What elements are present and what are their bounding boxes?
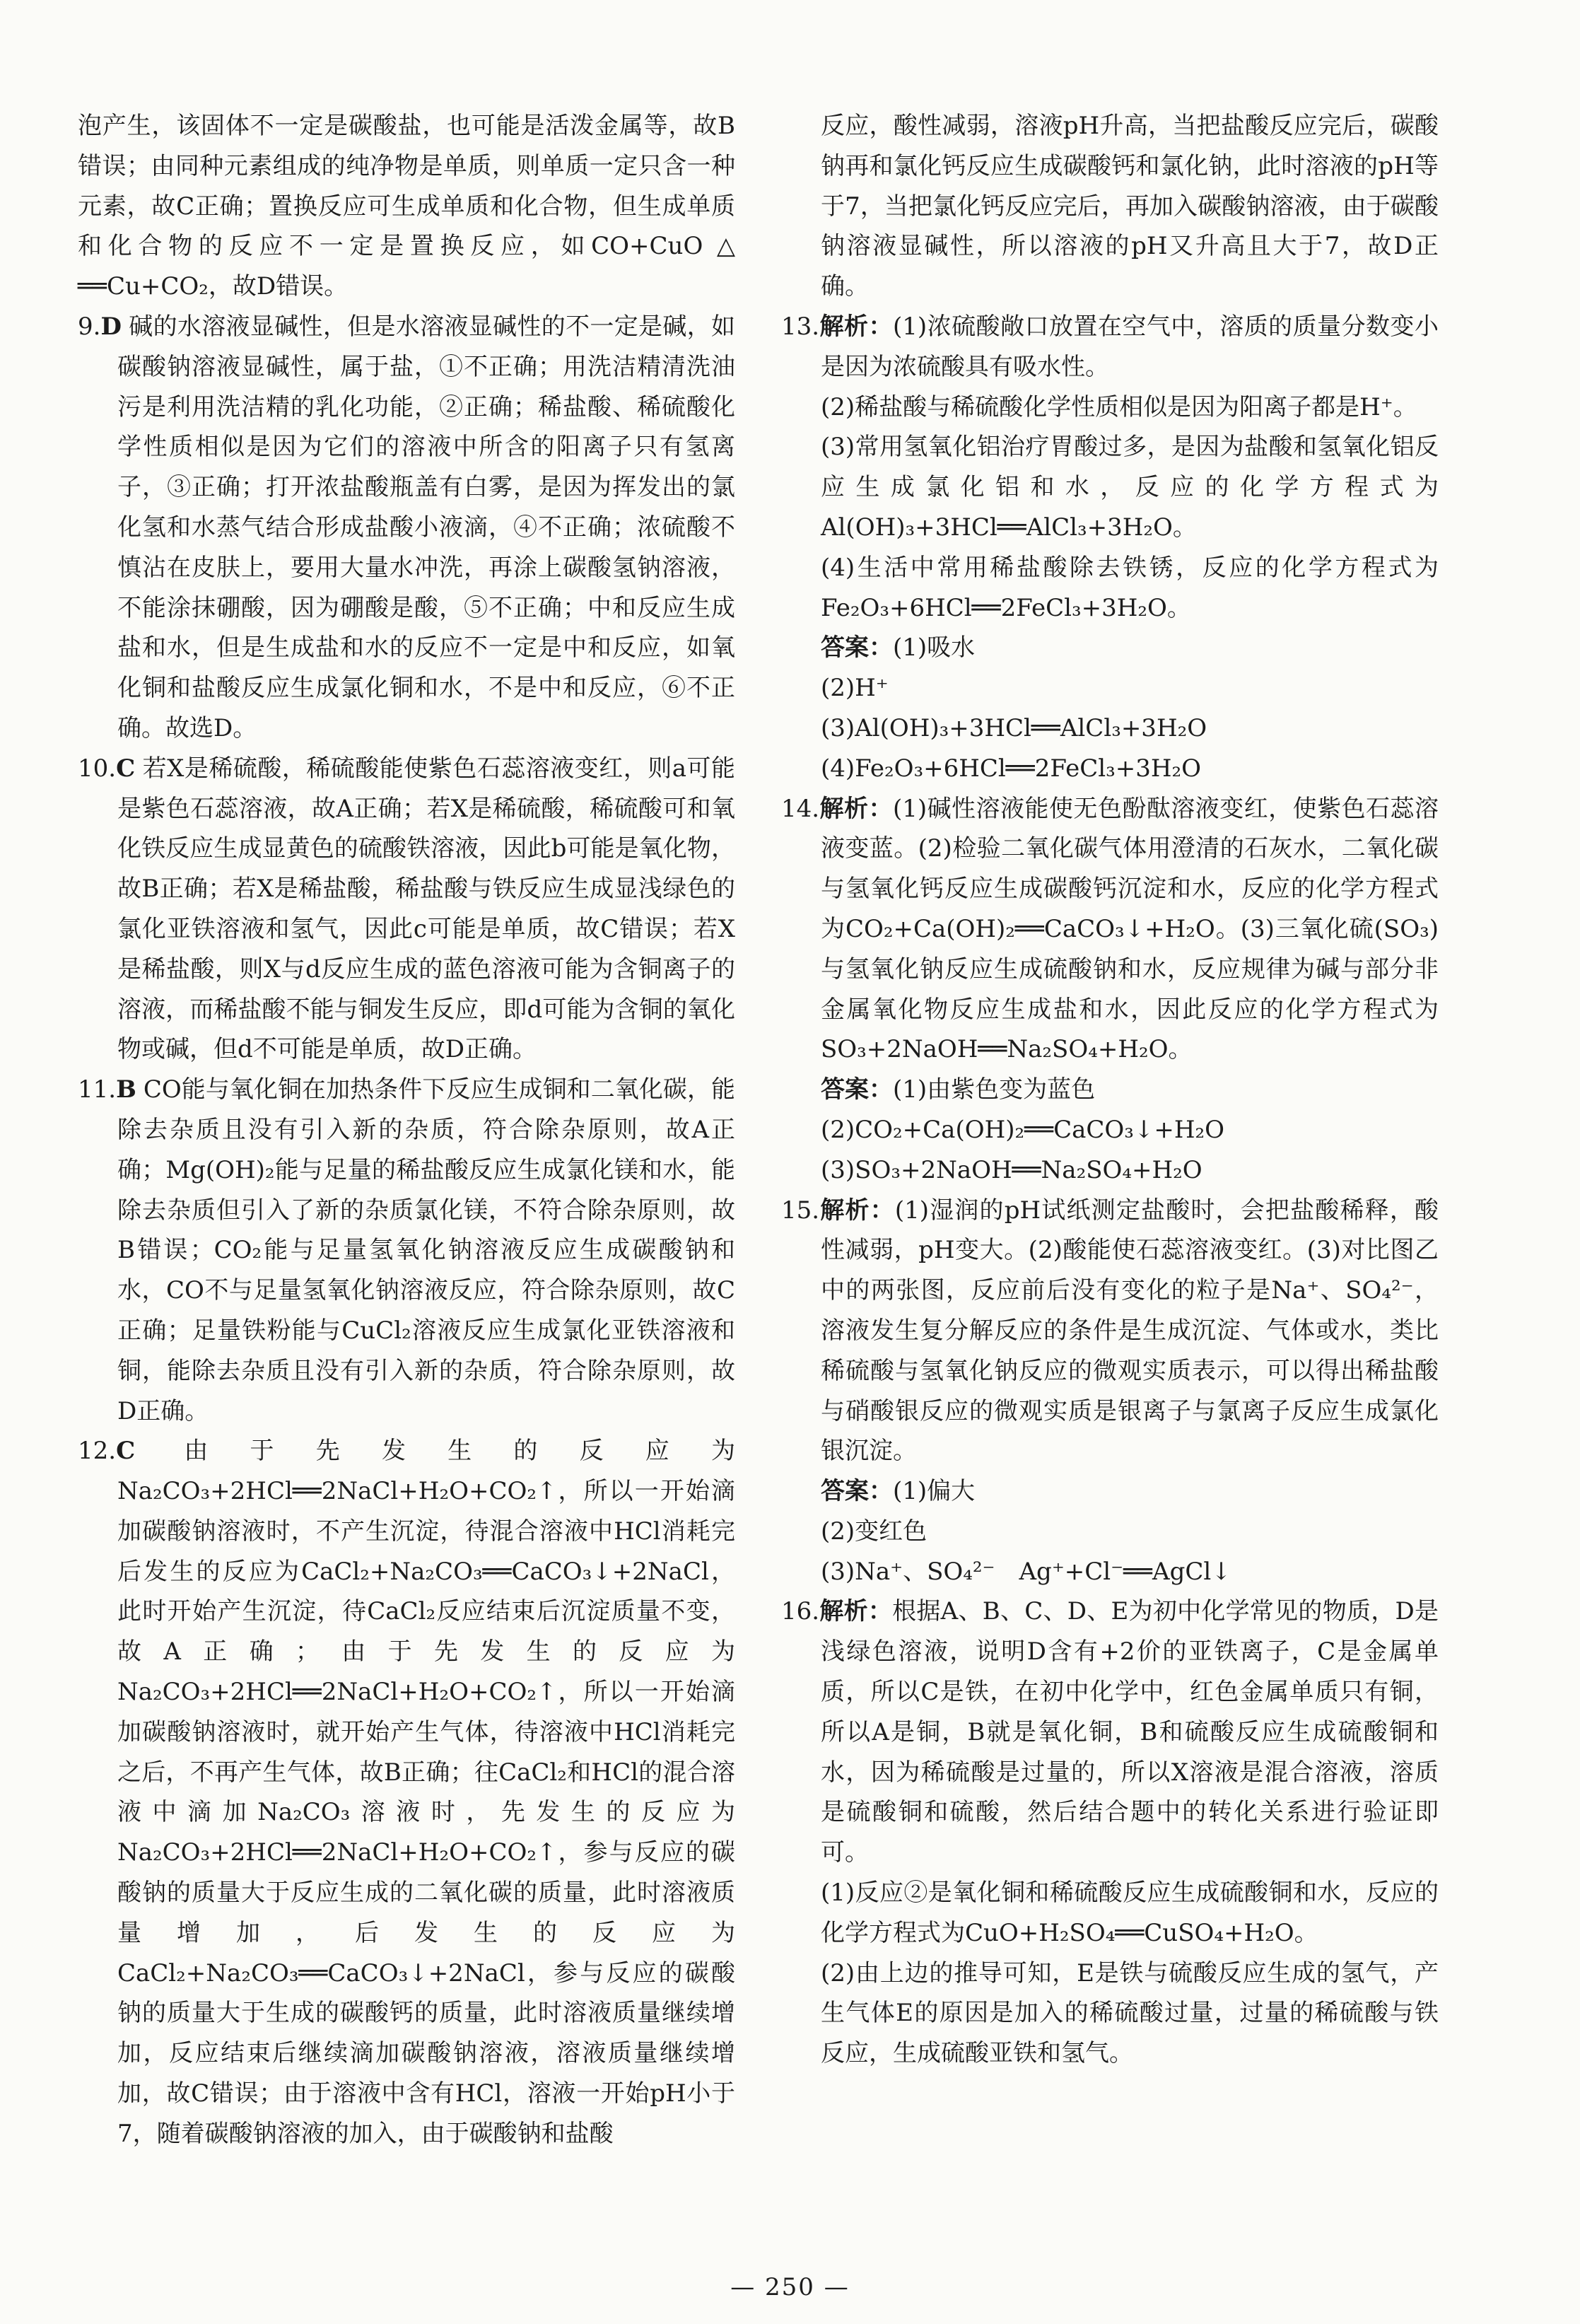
paragraph-text: 反应，酸性减弱，溶液pH升高，当把盐酸反应完后，碳酸钠再和氯化钙反应生成碳酸钙和氯化钠，此时溶液的pH等于7，当把氯化钙反应完后，再加入碳酸钠溶液，由于碳酸钠溶液显碱性，所以溶液的pH又升高且大于7，故D正确。	[821, 112, 1439, 301]
left-column	[78, 106, 735, 2154]
paragraph-text: 泡产生，该固体不一定是碳酸盐，也可能是活泼金属等，故B错误；由同种元素组成的纯净物是单质，则单质一定只含一种元素，故C正确；置换反应可生成单质和化合物，但生成单质和化合物的反应不一定是置换反应，如CO+CuO △ ══Cu+CO₂，故D错误。	[78, 112, 735, 301]
section-label: 答案：	[821, 1075, 893, 1104]
answer-paragraph	[781, 1070, 1439, 1110]
answer-paragraph	[781, 1552, 1439, 1592]
paragraph-text: (2)CO₂+Ca(OH)₂══CaCO₃↓+H₂O	[821, 1115, 1225, 1144]
answer-choice: C	[116, 1437, 136, 1466]
question-number: 14.	[781, 794, 820, 823]
paragraph-text: (1)浓硫酸敞口放置在空气中，溶质的质量分数变小是因为浓硫酸具有吸水性。	[821, 312, 1439, 381]
question-number: 12.	[78, 1437, 117, 1466]
paragraph-text: (2)稀盐酸与稀硫酸化学性质相似是因为阳离子都是H⁺。	[821, 392, 1417, 421]
question-number: 13.	[781, 312, 820, 341]
paragraph-text: CO能与氧化铜在加热条件下反应生成铜和二氧化碳，能除去杂质且没有引入新的杂质，符合除杂原则，故A正确；Mg(OH)₂能与足量的稀盐酸反应生成氯化镁和水，能除去杂质但引入了新的杂质氯化镁，不符合除杂原则，故B错误；CO₂能与足量氢氧化钠溶液反应生成碳酸钠和水，CO不与足量氢氧化钠溶液反应，符合除杂原则，故C正确；足量铁粉能与CuCl₂溶液反应生成氯化亚铁溶液和铜，能除去杂质且没有引入新的杂质，符合除杂原则，故D正确。	[117, 1075, 735, 1425]
answer-item	[78, 749, 735, 1070]
paragraph-text: (1)由紫色变为蓝色	[893, 1075, 1096, 1104]
paragraph-text: (3)Al(OH)₃+3HCl══AlCl₃+3H₂O	[821, 713, 1207, 742]
paragraph-text: 碱的水溶液显碱性，但是水溶液显碱性的不一定是碱，如碳酸钠溶液显碱性，属于盐，①不正确；用洗洁精清洗油污是利用洗洁精的乳化功能，②正确；稀盐酸、稀硫酸化学性质相似是因为它们的溶液中所含的阳离子只有氢离子，③正确；打开浓盐酸瓶盖有白雾，是因为挥发出的氯化氢和水蒸气结合形成盐酸小液滴，④不正确；浓硫酸不慎沾在皮肤上，要用大量水冲洗，再涂上碳酸氢钠溶液，不能涂抹硼酸，因为硼酸是酸，⑤不正确；中和反应生成盐和水，但是生成盐和水的反应不一定是中和反应，如氧化铜和盐酸反应生成氯化铜和水，不是中和反应，⑥不正确。故选D。	[117, 312, 735, 742]
answer-paragraph	[781, 1954, 1439, 2074]
paragraph-text: (3)Na⁺、SO₄²⁻ Ag⁺+Cl⁻══AgCl↓	[821, 1557, 1231, 1586]
section-label: 解析：	[819, 1196, 895, 1225]
question-number: 16.	[781, 1597, 820, 1626]
answer-item	[78, 1070, 735, 1431]
answer-paragraph	[781, 1873, 1439, 1954]
paragraph-text: (2)变红色	[821, 1517, 927, 1546]
answer-paragraph	[781, 1471, 1439, 1512]
section-label: 解析：	[819, 794, 893, 823]
paragraph-text: (1)碱性溶液能使无色酚酞溶液变红，使紫色石蕊溶液变蓝。(2)检验二氧化碳气体用澄清的石灰水，二氧化碳与氢氧化钙反应生成碳酸钙沉淀和水，反应的化学方程式为CO₂+Ca(OH)₂══CaCO₃↓+H₂O。(3)三氧化硫(SO₃)与氢氧化钠反应生成硫酸钠和水，反应规律为碱与部分非金属氧化物反应生成盐和水，因此反应的化学方程式为SO₃+2NaOH══Na₂SO₄+H₂O。	[821, 794, 1439, 1064]
answer-item	[78, 307, 735, 749]
paragraph-text: 由于先发生的反应为Na₂CO₃+2HCl══2NaCl+H₂O+CO₂↑，所以一开始滴加碳酸钠溶液时，不产生沉淀，待混合溶液中HCl消耗完后发生的反应为CaCl₂+Na₂CO₃══CaCO₃↓+2NaCl，此时开始产生沉淀，待CaCl₂反应结束后沉淀质量不变，故A正确；由于先发生的反应为Na₂CO₃+2HCl══2NaCl+H₂O+CO₂↑，所以一开始滴加碳酸钠溶液时，就开始产生气体，待溶液中HCl消耗完之后，不再产生气体，故B正确；往CaCl₂和HCl的混合溶液中滴加Na₂CO₃溶液时，先发生的反应为Na₂CO₃+2HCl══2NaCl+H₂O+CO₂↑，参与反应的碳酸钠的质量大于反应生成的二氧化碳的质量，此时溶液质量增加，后发生的反应为CaCl₂+Na₂CO₃══CaCO₃↓+2NaCl，参与反应的碳酸钠的质量大于生成的碳酸钙的质量，此时溶液质量继续增加，反应结束后继续滴加碳酸钠溶液，溶液质量继续增加，故C错误；由于溶液中含有HCl，溶液一开始pH小于7，随着碳酸钠溶液的加入，由于碳酸钠和盐酸	[117, 1437, 735, 2148]
question-number: 11.	[78, 1075, 117, 1104]
answer-paragraph	[781, 387, 1439, 428]
answer-choice: B	[116, 1075, 136, 1104]
answer-paragraph	[781, 1512, 1439, 1552]
answer-paragraph	[781, 628, 1439, 668]
paragraph-text: (1)反应②是氧化铜和稀硫酸反应生成硫酸铜和水，反应的化学方程式为CuO+H₂SO₄══CuSO₄+H₂O。	[821, 1879, 1439, 1947]
paragraph-text: (1)湿润的pH试纸测定盐酸时，会把盐酸稀释，酸性减弱，pH变大。(2)酸能使石蕊溶液变红。(3)对比图乙中的两张图，反应前后没有变化的粒子是Na⁺、SO₄²⁻，溶液发生复分解反应的条件是生成沉淀、气体或水，类比稀硫酸与氢氧化钠反应的微观实质表示，可以得出稀盐酸与硝酸银反应的微观实质是银离子与氯离子反应生成氯化银沉淀。	[821, 1196, 1439, 1466]
answer-item	[781, 1592, 1439, 1873]
answer-paragraph	[781, 548, 1439, 629]
answer-choice: D	[100, 312, 122, 341]
question-number: 9.	[78, 312, 101, 341]
answer-paragraph	[781, 106, 1439, 307]
answer-paragraph	[78, 106, 735, 307]
paragraph-text: (3)SO₃+2NaOH══Na₂SO₄+H₂O	[821, 1155, 1202, 1184]
question-number: 15.	[781, 1196, 820, 1225]
paragraph-text: (4)Fe₂O₃+6HCl══2FeCl₃+3H₂O	[821, 754, 1202, 783]
section-label: 答案：	[821, 1477, 893, 1506]
answer-paragraph	[781, 427, 1439, 547]
answer-paragraph	[781, 668, 1439, 708]
right-column	[781, 106, 1439, 2074]
section-label: 解析：	[819, 312, 893, 341]
answer-item	[781, 307, 1439, 387]
paragraph-text: (1)偏大	[893, 1477, 976, 1506]
paragraph-text: (3)常用氢氧化铝治疗胃酸过多，是因为盐酸和氢氧化铝反应生成氯化铝和水，反应的化学方程式为Al(OH)₃+3HCl══AlCl₃+3H₂O。	[821, 433, 1439, 542]
paragraph-text: (1)吸水	[893, 633, 976, 662]
paragraph-text: 根据A、B、C、D、E为初中化学常见的物质，D是浅绿色溶液，说明D含有+2价的亚铁离子，C是金属单质，所以C是铁，在初中化学中，红色金属单质只有铜，所以A是铜，B就是氧化铜，B和硫酸反应生成硫酸铜和水，因为稀硫酸是过量的，所以X溶液是混合溶液，溶质是硫酸铜和硫酸，然后结合题中的转化关系进行验证即可。	[821, 1597, 1439, 1867]
answer-item	[781, 789, 1439, 1070]
paragraph-text: (2)H⁺	[821, 674, 889, 703]
answer-paragraph	[781, 749, 1439, 789]
question-number: 10.	[78, 754, 117, 783]
answer-item	[781, 1191, 1439, 1472]
section-label: 解析：	[819, 1597, 893, 1626]
answer-paragraph	[781, 1150, 1439, 1191]
paragraph-text: 若X是稀硫酸，稀硫酸能使紫色石蕊溶液变红，则a可能是紫色石蕊溶液，故A正确；若X是稀硫酸，稀硫酸可和氧化铁反应生成显黄色的硫酸铁溶液，因此b可能是氧化物，故B正确；若X是稀盐酸，稀盐酸与铁反应生成显浅绿色的氯化亚铁溶液和氢气，因此c可能是单质，故C错误；若X是稀盐酸，则X与d反应生成的蓝色溶液可能为含铜离子的溶液，而稀盐酸不能与铜发生反应，即d可能为含铜的氧化物或碱，但d不可能是单质，故D正确。	[117, 754, 735, 1064]
answer-item	[78, 1431, 735, 2154]
paragraph-text: (4)生活中常用稀盐酸除去铁锈，反应的化学方程式为Fe₂O₃+6HCl══2FeCl₃+3H₂O。	[821, 553, 1439, 622]
answer-paragraph	[781, 708, 1439, 749]
section-label: 答案：	[821, 633, 893, 662]
answer-paragraph	[781, 1110, 1439, 1150]
page-number: — 250 —	[730, 2273, 850, 2301]
paragraph-text: (2)由上边的推导可知，E是铁与硫酸反应生成的氢气，产生气体E的原因是加入的稀硫酸过量，过量的稀硫酸与铁反应，生成硫酸亚铁和氢气。	[821, 1958, 1439, 2068]
answer-choice: C	[116, 754, 136, 783]
